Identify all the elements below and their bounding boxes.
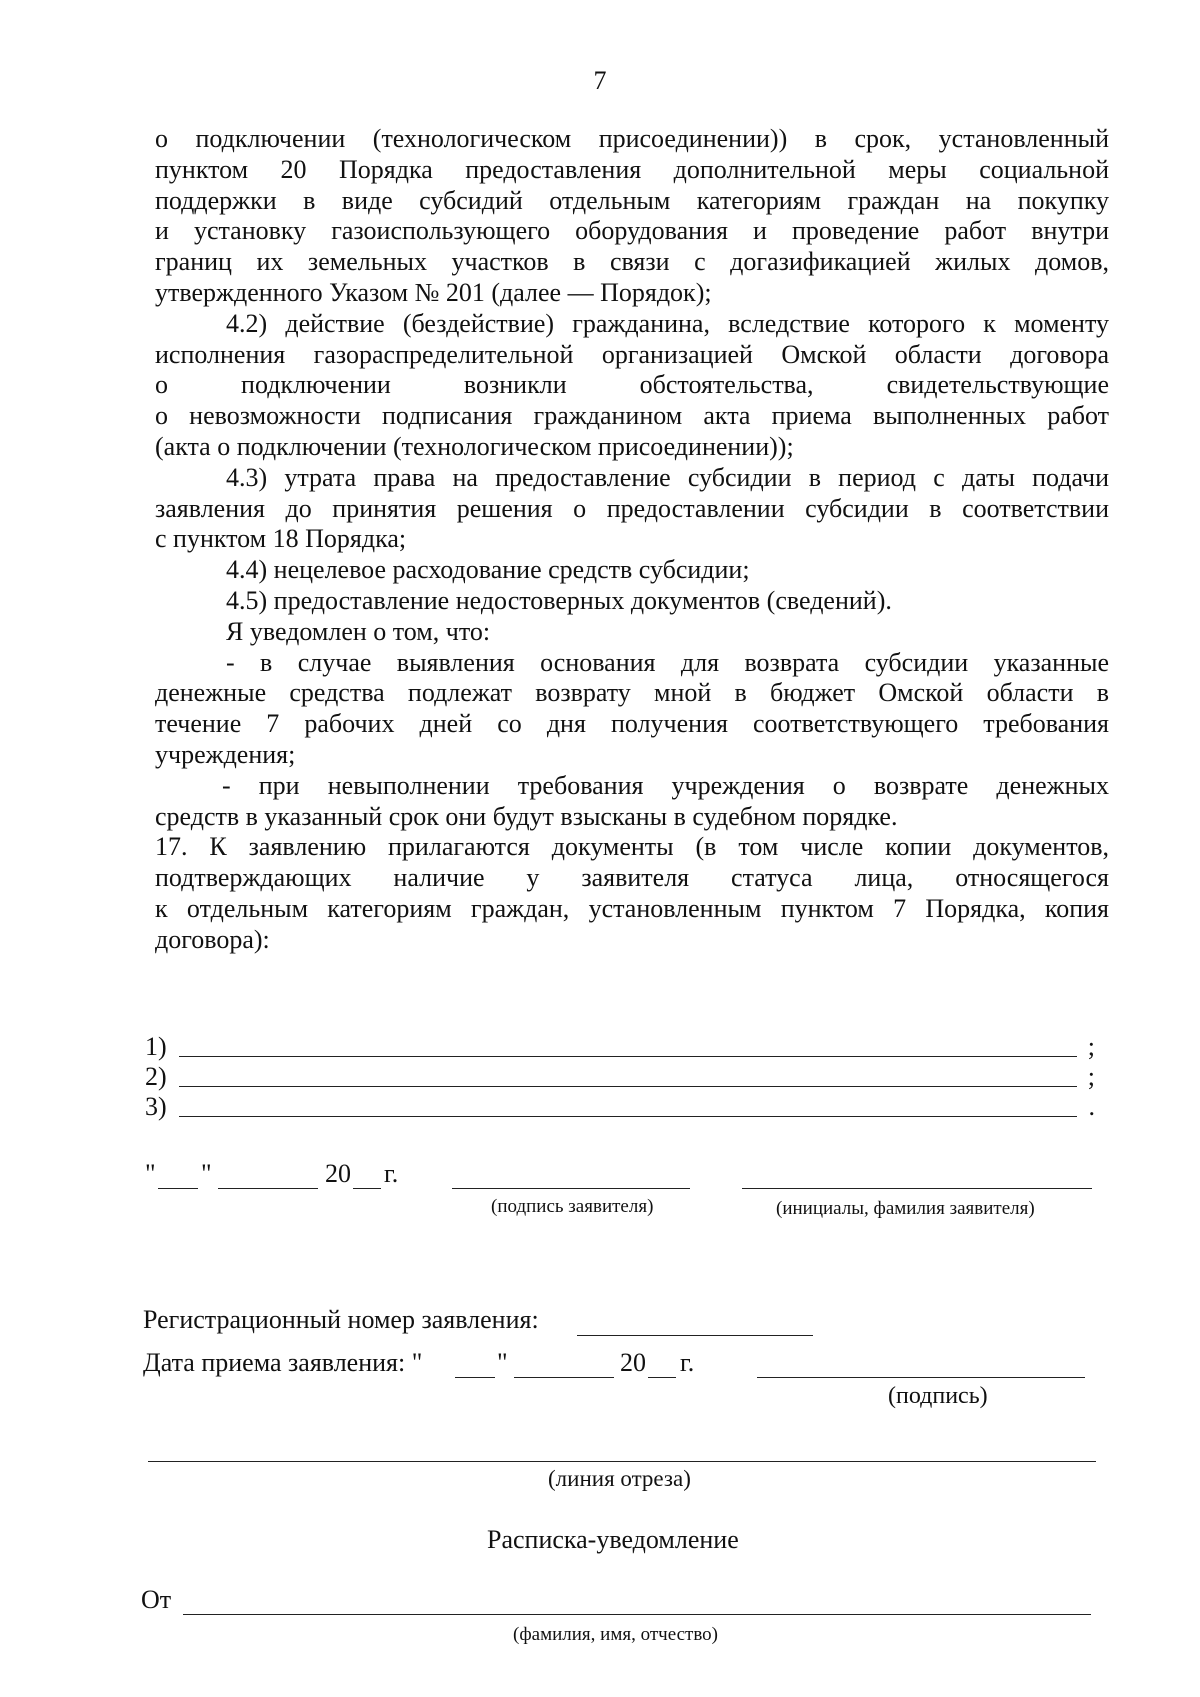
text-line: 4.5) предоставление недостоверных документов (сведений).	[226, 585, 892, 615]
registration-month-blank[interactable]	[514, 1377, 614, 1378]
text-line: утвержденного Указом № 201 (далее — Порядок);	[155, 277, 712, 307]
text-line: 4.3) утрата права на предоставление субсидии в период с даты подачи	[226, 462, 1109, 492]
text-line: 17. К заявлению прилагаются документы (в том числе копии документов,	[155, 832, 1109, 862]
cut-line	[148, 1461, 1096, 1462]
text-line: денежные средства подлежат возврату мной в бюджет Омской области в	[155, 678, 1109, 708]
text-line: средств в указанный срок они будут взысканы в судебном порядке.	[155, 801, 898, 831]
attachment-end-mark: ;	[1087, 1032, 1095, 1061]
text-line: поддержки в виде субсидий отдельным категориям граждан на покупку	[155, 185, 1109, 215]
date-quote-close: "	[201, 1159, 212, 1188]
receipt-title: Расписка-уведомление	[487, 1525, 739, 1554]
registration-day-blank[interactable]	[455, 1377, 495, 1378]
text-line: заявления до принятия решения о предоставлении субсидии в соответствии	[155, 493, 1109, 523]
attachment-blank[interactable]	[179, 1056, 1077, 1057]
attachment-blank[interactable]	[179, 1086, 1077, 1087]
attachment-end-mark: ;	[1087, 1062, 1095, 1091]
text-line: с пунктом 18 Порядка;	[155, 524, 407, 554]
date-month-blank[interactable]	[218, 1188, 318, 1189]
date-quote-open: "	[145, 1159, 156, 1188]
text-line: о невозможности подписания гражданином акта приема выполненных работ	[155, 401, 1109, 431]
registration-year-suffix: г.	[680, 1348, 695, 1377]
text-line: пунктом 20 Порядка предоставления дополнительной меры социальной	[155, 154, 1109, 184]
attachment-line-1[interactable]	[145, 1032, 1095, 1062]
name-caption: (инициалы, фамилия заявителя)	[776, 1198, 1035, 1219]
text-line: Я уведомлен о том, что:	[226, 616, 491, 646]
registration-date-quote-close: "	[497, 1348, 508, 1377]
text-line: границ их земельных участков в связи с догазификацией жилых домов,	[155, 247, 1109, 277]
body-text	[155, 124, 1109, 956]
registration-number-blank[interactable]	[577, 1335, 813, 1336]
page-number: 7	[593, 66, 607, 95]
date-year-suffix: г.	[384, 1159, 399, 1188]
receipt-from-caption: (фамилия, имя, отчество)	[513, 1624, 719, 1645]
registration-signature-caption: (подпись)	[888, 1383, 988, 1409]
attachment-number: 2)	[145, 1062, 167, 1091]
applicant-signature-blank[interactable]	[452, 1188, 690, 1189]
text-line: к отдельным категориям граждан, установленным пунктом 7 Порядка, копия	[155, 893, 1109, 923]
text-line: о подключении возникли обстоятельства, свидетельствующие	[155, 370, 1109, 400]
registration-date-label: Дата приема заявления: "	[143, 1348, 423, 1377]
text-line: о подключении (технологическом присоединении)) в срок, установленный	[155, 124, 1109, 153]
registration-signature-blank[interactable]	[757, 1377, 1085, 1378]
text-line: 4.4) нецелевое расходование средств субсидии;	[226, 555, 750, 585]
text-line: исполнения газораспределительной организацией Омской области договора	[155, 339, 1109, 369]
text-line: и установку газоиспользующего оборудования и проведение работ внутри	[155, 216, 1109, 246]
applicant-name-blank[interactable]	[742, 1188, 1092, 1189]
text-line: течение 7 рабочих дней со дня получения соответствующего требования	[155, 709, 1109, 739]
registration-year-blank[interactable]	[648, 1377, 676, 1378]
registration-number-label: Регистрационный номер заявления:	[143, 1305, 539, 1334]
text-line: договора):	[155, 924, 270, 954]
attachment-line-3[interactable]	[145, 1092, 1095, 1122]
attachment-blank[interactable]	[179, 1116, 1077, 1117]
text-line: 4.2) действие (бездействие) гражданина, вследствие которого к моменту	[226, 308, 1109, 338]
receipt-from-label: От	[141, 1585, 172, 1614]
text-line: - в случае выявления основания для возврата субсидии указанные	[226, 647, 1109, 677]
date-day-blank[interactable]	[158, 1188, 198, 1189]
attachment-number: 1)	[145, 1032, 167, 1061]
signature-caption: (подпись заявителя)	[491, 1196, 654, 1217]
text-line: (акта о подключении (технологическом присоединении));	[155, 431, 794, 461]
attachment-number: 3)	[145, 1092, 167, 1121]
text-line: учреждения;	[155, 739, 296, 769]
cut-line-caption: (линия отреза)	[548, 1466, 691, 1491]
attachment-line-2[interactable]	[145, 1062, 1095, 1092]
registration-year-prefix: 20	[620, 1348, 646, 1377]
date-year-blank[interactable]	[353, 1188, 381, 1189]
text-line: - при невыполнении требования учреждения о возврате денежных	[222, 770, 1109, 800]
date-year-prefix: 20	[325, 1159, 351, 1188]
text-line: подтверждающих наличие у заявителя статуса лица, относящегося	[155, 863, 1109, 893]
receipt-from-blank[interactable]	[183, 1614, 1091, 1615]
attachment-end-mark: .	[1088, 1092, 1095, 1121]
